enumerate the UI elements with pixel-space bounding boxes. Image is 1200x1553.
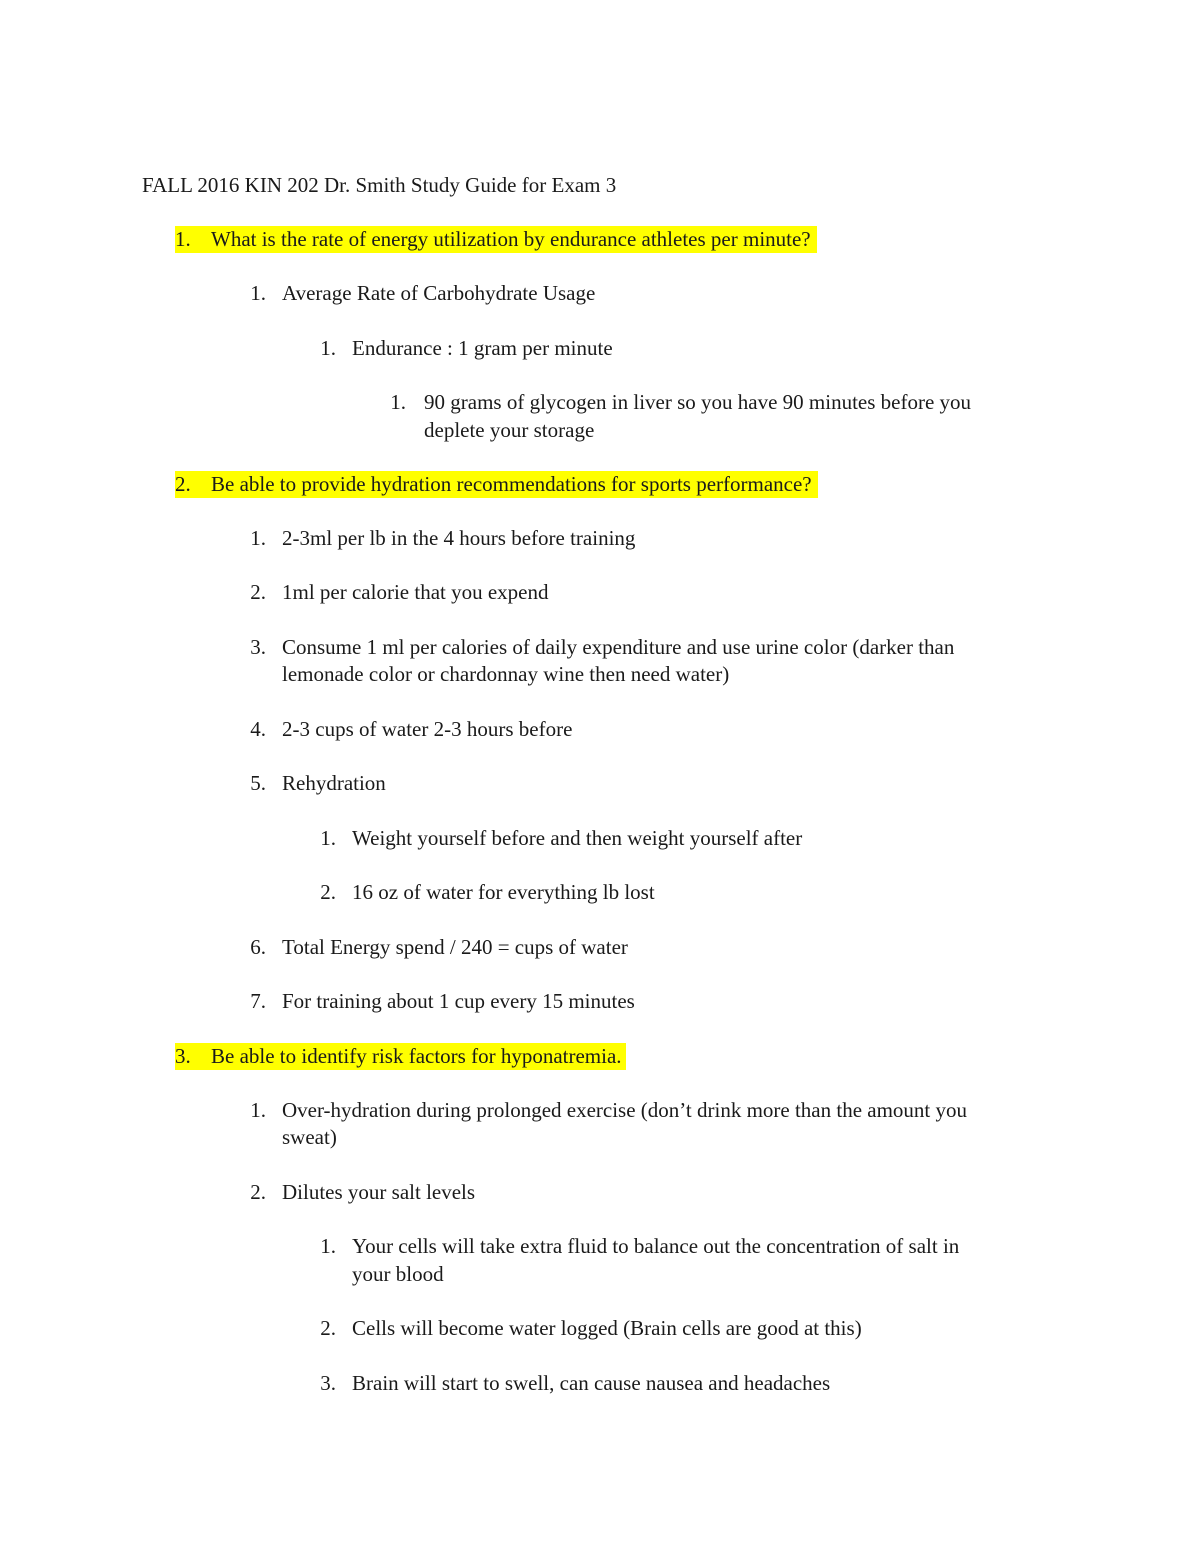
list-item-text: sweat)	[282, 1125, 337, 1149]
list-item-number: 2.	[320, 880, 336, 904]
list-item-text: For training about 1 cup every 15 minutes	[282, 989, 635, 1013]
list-item-number: 1.	[390, 390, 406, 414]
list-item-number: 1.	[320, 1234, 336, 1258]
list-item-text: 2-3ml per lb in the 4 hours before training	[282, 526, 636, 550]
list-item-text: Over-hydration during prolonged exercise (don’t drink more than the amount you	[282, 1098, 968, 1122]
list-item-number: 7.	[250, 989, 266, 1013]
list-item-number: 1.	[320, 336, 336, 360]
list-item-text: Average Rate of Carbohydrate Usage	[282, 281, 596, 305]
list-item-text: Endurance : 1 gram per minute	[352, 336, 613, 360]
list-item-text: Your cells will take extra fluid to balance out the concentration of salt in	[352, 1234, 960, 1258]
list-item-number: 3.	[320, 1371, 336, 1395]
question-number: 1.	[175, 227, 191, 251]
list-item-text: deplete your storage	[424, 418, 595, 442]
list-item-text: lemonade color or chardonnay wine then need water)	[282, 662, 730, 686]
list-item-text: Weight yourself before and then weight yourself after	[352, 826, 803, 850]
list-item-number: 1.	[250, 1098, 266, 1122]
list-item-number: 1.	[250, 281, 266, 305]
list-item-text: 16 oz of water for everything lb lost	[352, 880, 655, 904]
list-item-number: 2.	[250, 580, 266, 604]
list-item-text: 1ml per calorie that you expend	[282, 580, 549, 604]
list-item-text: Consume 1 ml per calories of daily expenditure and use urine color (darker than	[282, 635, 955, 659]
list-item-continuation	[424, 417, 594, 444]
list-item-number: 1.	[320, 826, 336, 850]
list-item-number: 1.	[250, 526, 266, 550]
list-item-text: Rehydration	[282, 771, 386, 795]
list-item-number: 3.	[250, 635, 266, 659]
list-item-text: Cells will become water logged (Brain cells are good at this)	[352, 1316, 862, 1340]
list-item-number: 2.	[250, 1180, 266, 1204]
question-number: 2.	[175, 472, 191, 496]
list-item-text: your blood	[352, 1262, 444, 1286]
list-item-continuation	[352, 1261, 444, 1288]
document-title	[142, 172, 616, 199]
question-text: Be able to identify risk factors for hyponatremia.	[211, 1044, 622, 1068]
question-number: 3.	[175, 1044, 191, 1068]
list-item-text: Brain will start to swell, can cause nausea and headaches	[352, 1371, 831, 1395]
list-item-text: Total Energy spend / 240 = cups of water	[282, 935, 628, 959]
title-text: FALL 2016 KIN 202 Dr. Smith Study Guide for Exam 3	[142, 173, 617, 197]
list-item-number: 2.	[320, 1316, 336, 1340]
question-2	[175, 471, 818, 498]
list-item-continuation	[282, 1124, 337, 1151]
question-3	[175, 1043, 626, 1070]
question-1	[175, 226, 817, 253]
question-text: What is the rate of energy utilization by endurance athletes per minute?	[211, 227, 811, 251]
list-item-text: 90 grams of glycogen in liver so you have 90 minutes before you	[424, 390, 972, 414]
list-item-text: Dilutes your salt levels	[282, 1180, 476, 1204]
list-item-continuation	[282, 661, 729, 688]
question-text: Be able to provide hydration recommendations for sports performance?	[211, 472, 812, 496]
list-item-number: 4.	[250, 717, 266, 741]
list-item-number: 6.	[250, 935, 266, 959]
list-item-text: 2-3 cups of water 2-3 hours before	[282, 717, 573, 741]
list-item-number: 5.	[250, 771, 266, 795]
